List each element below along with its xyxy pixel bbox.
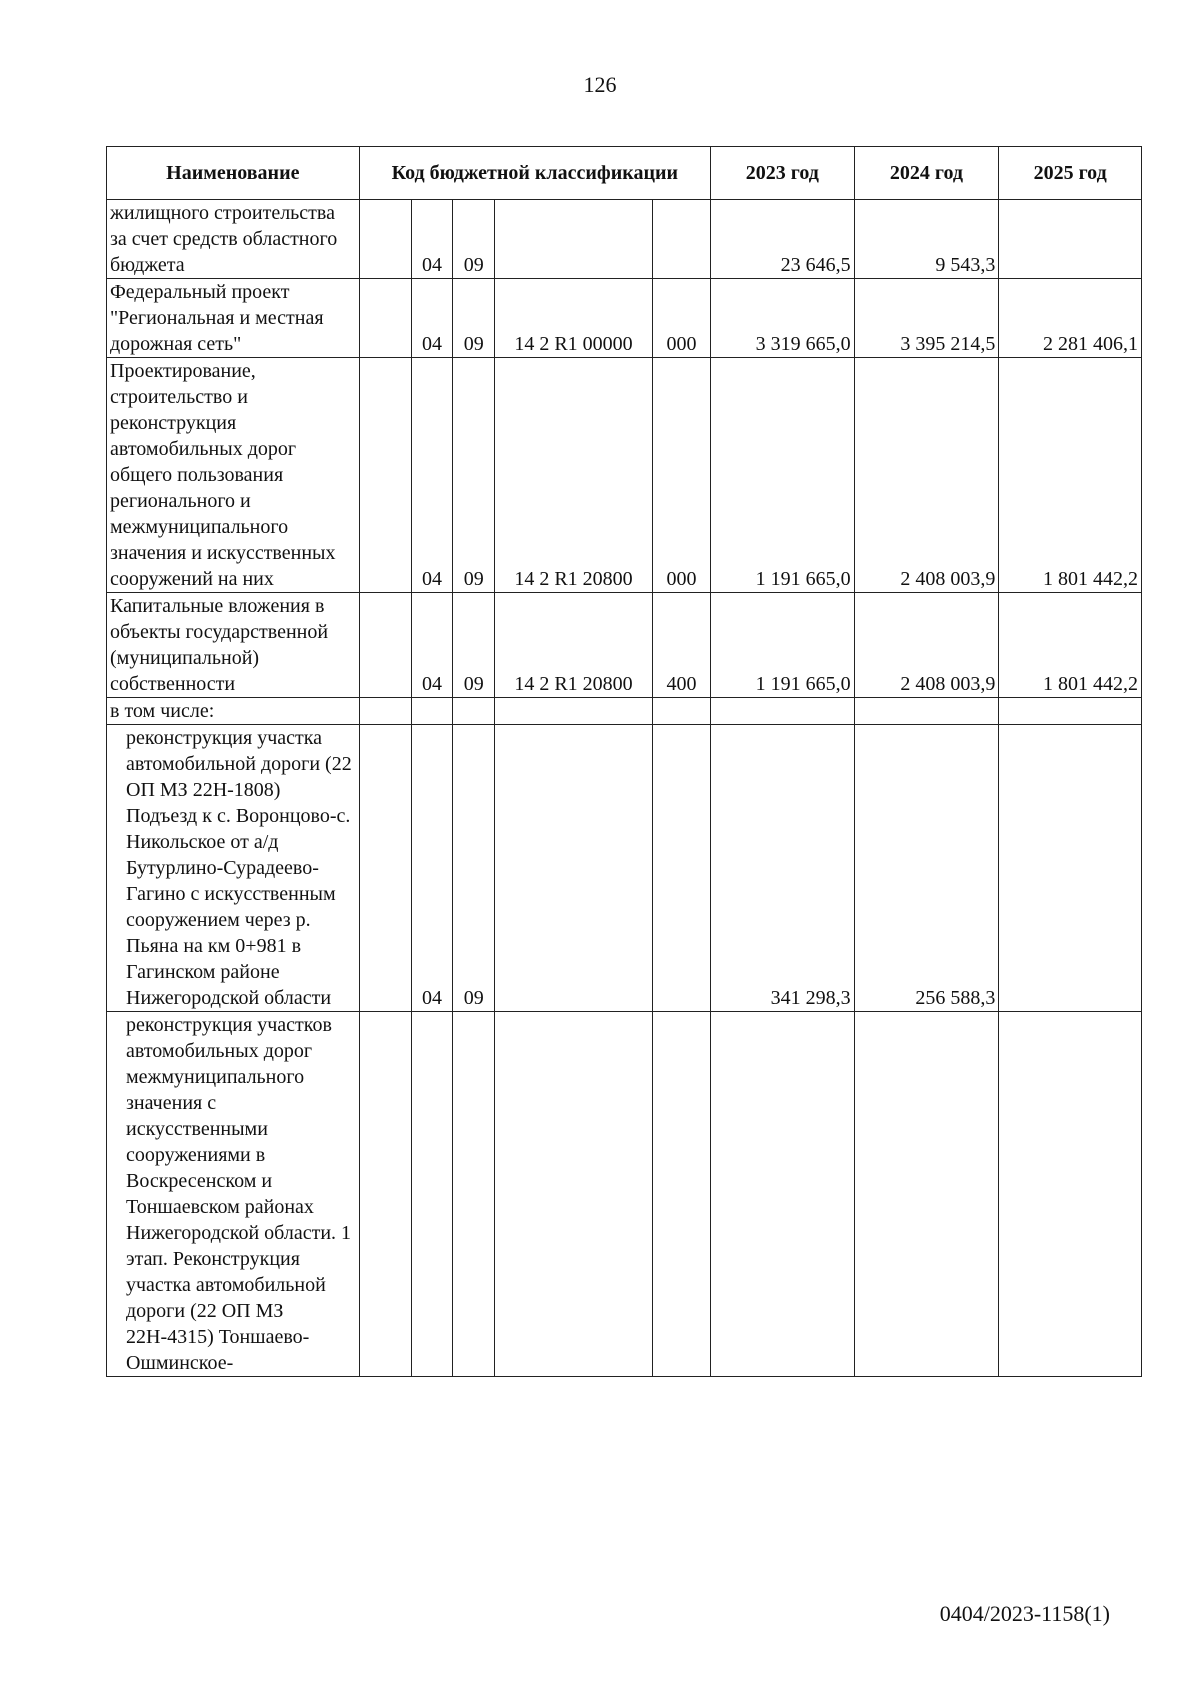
row-section <box>411 698 453 725</box>
row-2024: 256 588,3 <box>854 725 999 1012</box>
row-2025 <box>999 725 1142 1012</box>
row-target-code <box>495 200 653 279</box>
row-expense-type: 000 <box>652 358 710 593</box>
row-2023: 3 319 665,0 <box>711 279 855 358</box>
row-section: 04 <box>411 279 453 358</box>
row-target-code: 14 2 R1 20800 <box>495 358 653 593</box>
row-expense-type: 400 <box>652 593 710 698</box>
row-subsection: 09 <box>453 279 495 358</box>
row-expense-type <box>652 725 710 1012</box>
row-target-code: 14 2 R1 00000 <box>495 279 653 358</box>
header-name: Наименование <box>107 147 360 200</box>
header-2025: 2025 год <box>999 147 1142 200</box>
row-expense-type <box>652 1012 710 1377</box>
header-code: Код бюджетной классификации <box>359 147 710 200</box>
row-subsection: 09 <box>453 593 495 698</box>
row-section: 04 <box>411 593 453 698</box>
row-2023: 1 191 665,0 <box>711 593 855 698</box>
table-header-row <box>107 147 1142 200</box>
row-2025: 2 281 406,1 <box>999 279 1142 358</box>
row-subsection: 09 <box>453 358 495 593</box>
row-2025: 1 801 442,2 <box>999 593 1142 698</box>
row-section <box>411 1012 453 1377</box>
row-2024 <box>854 1012 999 1377</box>
row-target-code <box>495 698 653 725</box>
row-2024: 3 395 214,5 <box>854 279 999 358</box>
row-2025 <box>999 1012 1142 1377</box>
row-section: 04 <box>411 358 453 593</box>
row-target-code: 14 2 R1 20800 <box>495 593 653 698</box>
row-expense-type <box>652 698 710 725</box>
row-section: 04 <box>411 725 453 1012</box>
table-row <box>107 279 1142 358</box>
row-2023 <box>711 698 855 725</box>
row-2024: 9 543,3 <box>854 200 999 279</box>
table-row <box>107 200 1142 279</box>
row-section: 04 <box>411 200 453 279</box>
row-target-code <box>495 1012 653 1377</box>
budget-table <box>106 146 1142 1377</box>
row-name: Проектирование, строительство и реконструкция автомобильных дорог общего пользования регионального и межмуниципального значения и искусственных сооружений на них <box>107 358 360 593</box>
row-2024: 2 408 003,9 <box>854 593 999 698</box>
table-row <box>107 725 1142 1012</box>
row-2025 <box>999 200 1142 279</box>
row-name: реконструкция участков автомобильных дорог межмуниципального значения с искусственными сооружениями в Воскресенском и Тоншаевском районах Нижегородской области. 1 этап. Реконструкция участка автомобильной дороги (22 ОП МЗ 22Н-4315) Тоншаево-Ошминское- <box>126 1014 352 1374</box>
row-name: Капитальные вложения в объекты государственной (муниципальной) собственности <box>107 593 360 698</box>
table-row <box>107 358 1142 593</box>
table-row <box>107 698 1142 725</box>
row-target-code <box>495 725 653 1012</box>
header-2024: 2024 год <box>854 147 999 200</box>
row-expense-type: 000 <box>652 279 710 358</box>
row-2024: 2 408 003,9 <box>854 358 999 593</box>
row-2023: 1 191 665,0 <box>711 358 855 593</box>
row-subsection: 09 <box>453 200 495 279</box>
row-subsection: 09 <box>453 725 495 1012</box>
header-2023: 2023 год <box>711 147 855 200</box>
row-2024 <box>854 698 999 725</box>
row-subsection <box>453 1012 495 1377</box>
row-expense-type <box>652 200 710 279</box>
row-name: в том числе: <box>107 698 360 725</box>
page-number: 126 <box>583 72 617 97</box>
row-name: реконструкция участка автомобильной дороги (22 ОП МЗ 22Н-1808) Подъезд к с. Воронцово-с. Никольское от а/д Бутурлино-Сурадеево-Гагино с искусственным сооружением через р. Пьяна на км 0+981 в Гагинском районе Нижегородской области <box>126 727 352 1009</box>
table-row <box>107 1012 1142 1377</box>
row-2025 <box>999 698 1142 725</box>
row-2023 <box>711 1012 855 1377</box>
row-subsection <box>453 698 495 725</box>
row-name: Федеральный проект "Региональная и местная дорожная сеть" <box>107 279 360 358</box>
row-2023: 23 646,5 <box>711 200 855 279</box>
row-2025: 1 801 442,2 <box>999 358 1142 593</box>
document-number: 0404/2023-1158(1) <box>939 1601 1110 1626</box>
row-2023: 341 298,3 <box>711 725 855 1012</box>
table-row <box>107 593 1142 698</box>
row-name: жилищного строительства за счет средств областного бюджета <box>107 200 360 279</box>
